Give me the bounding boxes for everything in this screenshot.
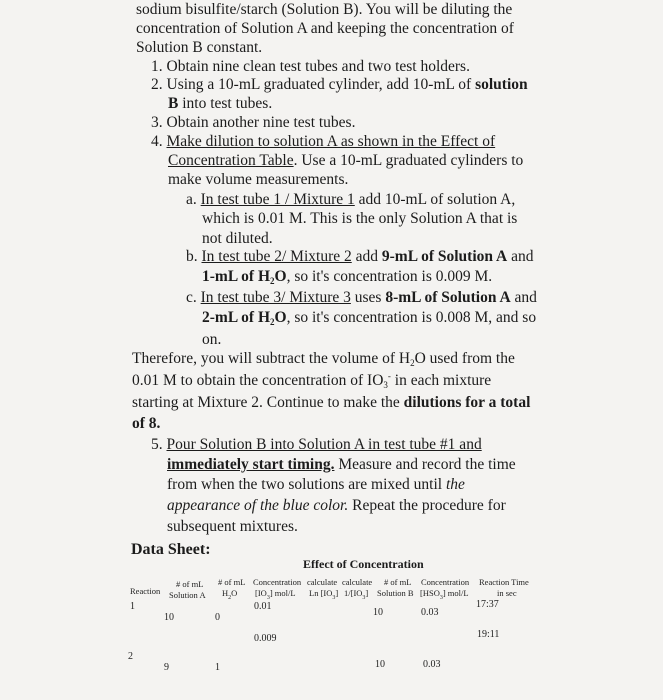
header-ln-io: Ln [IO <box>309 588 333 598</box>
step-4a <box>186 191 515 209</box>
intro-line-1: sodium bisulfite/starch (Solution B). You will be diluting the <box>136 1 513 18</box>
row-1-h2o: 0 <box>215 612 220 623</box>
step-4b-line-2 <box>202 268 492 286</box>
header-conc-sub: 3 <box>266 595 270 601</box>
step-4c-line-3: on. <box>202 331 222 348</box>
step-5-line-4-italic: appearance of the blue color. <box>167 497 349 514</box>
step-5-line-4-rest: Repeat the procedure for <box>348 497 506 514</box>
step-3: 3. Obtain another nine test tubes. <box>151 114 356 131</box>
intro-line-3: Solution B constant. <box>136 39 263 56</box>
row-2-reaction: 2 <box>128 651 133 662</box>
header-h2o-o: O <box>231 588 238 598</box>
step-4 <box>151 133 495 151</box>
header-solution-a-top: # of mL <box>176 579 204 589</box>
header-h2o-h: H <box>222 588 229 598</box>
step-2 <box>151 76 528 94</box>
header-solution-b-top: # of mL <box>384 577 412 587</box>
row-2-hso3: 0.03 <box>423 659 441 670</box>
header-inv-sub: 3 <box>362 595 366 601</box>
step-5-line-2 <box>167 456 516 474</box>
step-4c-underlined: In test tube 3/ Mixture 3 <box>200 289 351 306</box>
therefore-3a: starting at Mixture 2. Continue to make the <box>132 394 404 411</box>
row-2-solution-a: 9 <box>164 662 169 673</box>
header-ln-bot <box>309 588 339 601</box>
therefore-line-4: of 8. <box>132 415 161 432</box>
step-5-underlined: Pour Solution B into Solution A in test tube #1 and <box>166 436 482 453</box>
header-hso3-sub: 3 <box>439 595 443 601</box>
step-4c-water: 2-mL of H <box>202 309 271 326</box>
step-5-line-3-italic: the <box>445 476 465 493</box>
therefore-1a: Therefore, you will subtract the volume of H <box>132 350 411 367</box>
step-4a-line-2: which is 0.01 M. This is the only Solution A that is <box>202 210 518 227</box>
step-2-solution-b: B <box>168 95 179 112</box>
header-reaction: Reaction <box>130 586 161 596</box>
step-2-bold: solution <box>475 76 528 93</box>
concentration-table-ref: Concentration Table <box>168 152 294 169</box>
step-4b-label: b. <box>186 248 202 265</box>
therefore-1b: O used from the <box>414 350 515 367</box>
step-5-line-3a: from when the two solutions are mixed until <box>167 476 446 493</box>
therefore-line-1 <box>132 350 515 368</box>
therefore-2-sub: 3 <box>383 380 388 390</box>
step-5-num: 5. <box>151 436 167 453</box>
step-4-underlined: Make dilution to solution A as shown in the Effect of <box>166 133 496 150</box>
step-4b-underlined: In test tube 2/ Mixture 2 <box>201 248 352 265</box>
step-2-cont <box>168 95 272 113</box>
header-h2o-bot <box>222 588 238 601</box>
step-5-timing: immediately start timing. <box>167 456 335 473</box>
step-4a-rest: add 10-mL of solution A, <box>354 191 516 208</box>
header-inv-top: calculate <box>342 577 373 587</box>
row-1-concentration: 0.01 <box>254 601 272 612</box>
therefore-line-3 <box>132 394 530 412</box>
therefore-2b: in each mixture <box>390 372 492 389</box>
step-4c-water-sub: 2 <box>270 317 275 327</box>
header-h2o-sub: 2 <box>228 595 232 601</box>
header-hso3-label: [HSO <box>420 588 440 598</box>
step-4c-line-2-rest: , so it's concentration is 0.008 M, and so <box>286 309 537 326</box>
step-4c-line-2 <box>202 309 536 327</box>
header-conc-unit: ] mol/L <box>269 588 296 598</box>
step-4c-bold: 8-mL of Solution A <box>385 289 511 306</box>
step-5-line-5: subsequent mixtures. <box>167 518 298 535</box>
therefore-2a: 0.01 M to obtain the concentration of IO <box>132 372 384 389</box>
step-4b-water: 1-mL of H <box>202 268 271 285</box>
row-2-concentration: 0.009 <box>254 633 277 644</box>
row-1-hso3: 0.03 <box>421 607 439 618</box>
step-4b-bold: 9-mL of Solution A <box>381 248 508 265</box>
step-5-line-2-rest: Measure and record the time <box>334 456 516 473</box>
step-1: 1. Obtain nine clean test tubes and two test holders. <box>151 58 470 75</box>
step-4c-and: and <box>510 289 537 306</box>
step-5-line-4 <box>167 497 506 515</box>
header-conc-bot <box>255 588 296 601</box>
step-4b-water-o: O <box>274 268 287 285</box>
row-1-reaction: 1 <box>130 601 135 612</box>
header-ln-sub: 3 <box>332 595 336 601</box>
table-title: Effect of Concentration <box>303 557 424 571</box>
header-ln-top: calculate <box>307 577 338 587</box>
row-1-solution-a: 10 <box>164 612 174 623</box>
step-4b <box>186 248 533 266</box>
row-2-time: 19:11 <box>477 629 500 640</box>
header-inv-bot <box>344 588 369 601</box>
header-hso3-unit: ] mol/L <box>442 588 469 598</box>
header-ln-end: ] <box>335 588 339 598</box>
step-4-line-2-rest: . Use a 10-mL graduated cylinders to <box>293 152 524 169</box>
step-4c <box>186 289 537 307</box>
step-4b-line-2-rest: , so it's concentration is 0.009 M. <box>286 268 493 285</box>
header-conc-io: [IO <box>255 588 267 598</box>
row-2-h2o: 1 <box>215 662 220 673</box>
step-4a-label: a. <box>186 191 201 208</box>
header-inv-io: 1/[IO <box>344 588 363 598</box>
step-5-line-3 <box>167 476 465 494</box>
step-4a-line-3: not diluted. <box>202 230 273 247</box>
header-h2o-top: # of mL <box>218 577 246 587</box>
step-4c-water-o: O <box>274 309 287 326</box>
step-5 <box>151 436 482 454</box>
step-4b-and: and <box>507 248 534 265</box>
header-solution-a-bot: Solution A <box>169 590 206 600</box>
therefore-line-2 <box>132 372 491 390</box>
therefore-3-bold: dilutions for a total <box>403 394 531 411</box>
intro-line-2: concentration of Solution A and keeping the concentration of <box>136 20 514 37</box>
step-4b-water-sub: 2 <box>270 276 275 286</box>
header-solution-b-bot: Solution B <box>377 588 414 598</box>
header-time-bot: in sec <box>497 588 517 598</box>
row-2-solution-b: 10 <box>375 659 385 670</box>
step-4b-add: add <box>351 248 382 265</box>
step-4c-uses: uses <box>350 289 386 306</box>
step-4c-label: c. <box>186 289 201 306</box>
header-hso3-top: Concentration <box>421 577 470 587</box>
step-4-line-2 <box>168 152 523 170</box>
step-4-line-3: make volume measurements. <box>168 171 349 188</box>
step-4a-underlined: In test tube 1 / Mixture 1 <box>200 191 355 208</box>
header-inv-end: ] <box>365 588 369 598</box>
row-1-solution-b: 10 <box>373 607 383 618</box>
header-conc-top: Concentration <box>253 577 302 587</box>
data-sheet-heading: Data Sheet: <box>131 541 211 558</box>
therefore-1-sub: 2 <box>410 358 415 368</box>
row-1-time: 17:37 <box>476 599 499 610</box>
therefore-2-sup: - <box>387 370 391 381</box>
step-4-num: 4. <box>151 133 167 150</box>
step-2-rest: into test tubes. <box>178 95 273 112</box>
header-time-top: Reaction Time <box>479 577 529 587</box>
header-hso3-bot <box>420 588 469 601</box>
step-2-text: 2. Using a 10-mL graduated cylinder, add 10-mL of <box>151 76 476 93</box>
